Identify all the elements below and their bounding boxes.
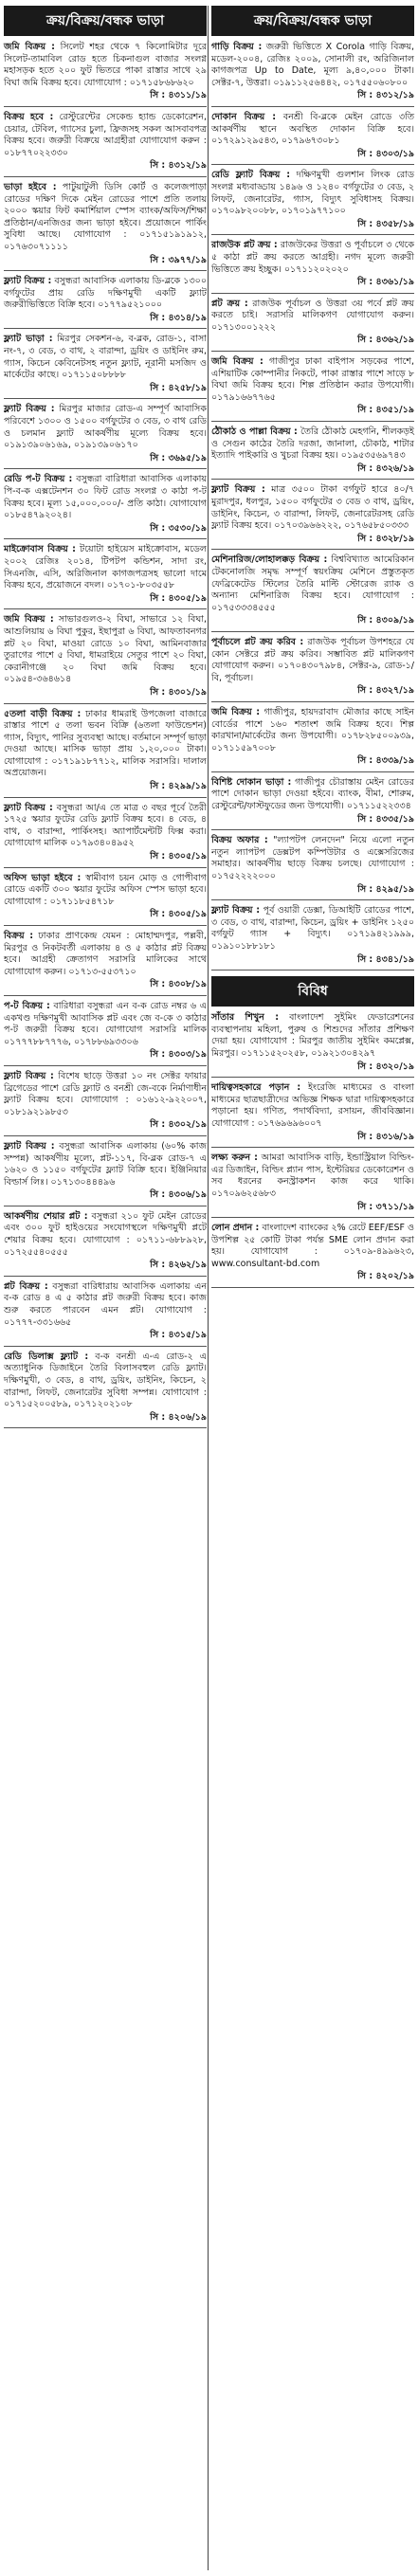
ad-separator — [4, 398, 207, 399]
ad-separator — [4, 328, 207, 329]
ad-body: ঢাকার ধামরাই উপজেলা বাজারে রাস্তার পাশে ৫ তলা ভবন বিক্রি (৬তলা ফাউন্ডেশন) গ্যাস, বিদ্যুৎ, পানির সুব্যবস্থা আছে। বর্তমানে সম্পূর্ণ ভাড়া দেওয়া আছে। মাসিক ভাড়া প্রায় ১,২০,০০০ টাকা। যোগাযোগ : ০১৭১৯১৮৭৭১২, মালিক সরাসরি। দালাল অপ্রয়োজন। — [4, 708, 207, 779]
left-ads-list — [4, 40, 207, 1428]
ad-code: সি : ৪৩১৬/১৯ — [357, 1131, 414, 1142]
ad-body: বিশেষ ছাড়ে উত্তরা ১০ নং সেক্টর ফায়ার ব্রিগেডের পাশে রেডি ফ্ল্যাট ও বনশ্রী জে-বকে নির্মাণাধীন ফ্ল্যাট বিক্রয় হবে। যোগাযোগ : ০১৬১২-৯২২০০৭, ০১৮১৯২১৯৮৫৩ — [4, 1070, 207, 1117]
ad-title: ফ্ল্যাট বিক্রয় : — [4, 1140, 55, 1152]
ad-text — [4, 1141, 207, 1188]
ad-code: সি : ৩৬৯৫/১৯ — [150, 452, 207, 463]
ad-text — [4, 1351, 207, 1411]
ad-code: সি : ৩৯৭৭/১৯ — [150, 254, 207, 265]
classified-ad — [211, 110, 414, 162]
ad-title: ভাড়া হইবে : — [4, 181, 57, 192]
ad-separator — [4, 176, 207, 177]
ad-text — [4, 803, 207, 850]
ad-code: সি : ৪৩৫১/১৯ — [357, 405, 414, 416]
ad-body: বসুন্ধরা ২১০ ফুট মেইন রোডের এবং ৩০০ ফুট হাইওয়ের সংযোগস্থলে দক্ষিণমুখী প্লটে শেয়ার বিক্রয় হবে। যোগাযোগ : ০১৭১১-৬৮৮৯২৮, ০১৭২৫৫৪০৫৫৫ — [4, 1210, 207, 1258]
ad-code: সি : ৪৩০৩/১৯ — [150, 1049, 207, 1061]
ad-code: সি : ৩৫৩০/১৯ — [150, 522, 207, 534]
ad-separator — [4, 1065, 207, 1066]
ad-code: সি : ৪৩২৬/১৯ — [357, 463, 414, 474]
ad-separator — [211, 164, 414, 165]
ad-body: মিরপুর সেকশন-৬, ব-ব্লক, রোড-১, বাসা নং-৭, ৩ বেড, ৩ বাথ, ২ বারান্দা, ড্রয়িং ও ডাইনিং রুম, গ্যাস, কিচেন কেবিনেটসহ নতুন ফ্ল্যাট, নূরানী মসজিদ ও মার্কেটের কাছে। ০১৭১১৫০৮৮৮৮ — [4, 334, 207, 381]
ad-title: বিক্রয় অফার : — [211, 835, 268, 846]
ad-separator — [4, 270, 207, 271]
ad-separator — [211, 1147, 414, 1148]
ad-body: গাজীপুর ঢাকা বাইপাস সড়কের পাশে, এশিয়াটিক কোম্পানীর নিকটে, পাকা রাস্তার পাশে সাড়ে ৮ বিঘা জমি বিক্রয় হবে। শিল্প প্রতিষ্ঠান করার উপযোগী। ০১৭৯১৬৬৭৭৬৫ — [211, 356, 414, 403]
ad-separator — [211, 1217, 414, 1218]
ad-body: রাজউকের উত্তরা ও পূর্বাচলে ৩ থেকে ৫ কাঠা প্লট ক্রয় করতে আগ্রহী। নগদ মূল্যে জরুরী ভিত্তিতে ক্রয় ইচ্ছুক। ০১৭১১২০২০২০ — [211, 240, 414, 275]
ad-text — [4, 182, 207, 254]
ad-title: বিক্রয় হবে : — [4, 111, 54, 122]
ad-code: সি : ৪৩০৫/১৯ — [150, 592, 207, 604]
classified-ad — [211, 1080, 414, 1145]
right-top-ads-list — [211, 40, 414, 971]
ad-code: সি : ৪৩০৮/১৯ — [150, 979, 207, 990]
ad-separator — [211, 631, 414, 632]
ad-code: সি : ৪৩৩৫/১৯ — [357, 813, 414, 825]
ad-text — [211, 905, 414, 952]
ad-separator — [4, 1346, 207, 1347]
classified-ad — [211, 1221, 414, 1285]
ad-text — [211, 299, 414, 335]
ad-body: টয়োটা হাইয়েস মাইক্রোবাস, মডেল ২০০২ রেজিঃ ২০১৪, টিপটপ কন্ডিশন, সাদা রং, সিএনজি, এসি, অরিজিনাল কাগজপত্রসহ ভালো দামে বিক্রয় হবে, প্রয়োজনে বদল। ০১৭০১-৮০৩৫৫৮ — [4, 544, 207, 591]
ad-code: সি : ৪২৯৯/১৯ — [150, 781, 207, 792]
ad-body: আমরা আবাসিক বাড়ি, ইন্ডাস্ট্রিয়াল বিল্ডিং-এর ডিজাইন, বিল্ডিং প্ল্যান পাস, ইন্টেরিয়র ডেকোরেশন ও সব ধরনের কনস্ট্রাকশন কাজ করে থাকি। ০১৭০৯৬২৫৬৮৩ — [211, 1152, 414, 1199]
ad-text — [4, 873, 207, 909]
ad-text — [4, 42, 207, 89]
ad-separator — [211, 106, 414, 107]
ad-separator — [4, 538, 207, 539]
ad-body: গাজীপুর চৌরাস্তায় মেইন রোডের পাশে দোকান ভাড়া দেওয়া হইবে। ব্যাংক, বীমা, শোরুম, রেস্টুরেন্ট/ফাস্টফুডের জন্য উপযোগী। ০১৭১১৫২২৩৩৪ — [211, 776, 414, 812]
ad-code: সি : ৩৭১১/১৯ — [357, 1201, 414, 1212]
ad-body: বনশ্রী বি-ব্লকে মেইন রোডে ৩তি আকর্ষণীয় স্থানে অবস্থিত দোকান বিক্রি হবে। ০১৭২৯১২৯৫৪৩, ০১৭৯৬৭৩০৮১ — [211, 111, 414, 147]
ad-body: সিলেট শহর থেকে ৭ কিলোমিটার দূরে সিলেট-তামাবিল রোড হতে চিকনাগুল বাজার সংলগ্ন মহাসড়ক হতে ২০০ ফুট ভিতরে পাকা রাস্তার সাথে ২৯ বিঘা জমি বিক্রয় হবে। যোগাযোগ : ০১৭১৫৮৬৮৬২০ — [4, 42, 207, 88]
ad-code: সি : ৪২৫৮/১৯ — [150, 382, 207, 393]
ad-text — [211, 707, 414, 754]
ad-title: প্লট বিক্রয় : — [4, 1280, 48, 1292]
ad-body: ব-ক বনশ্রী এ-এ রোড-২ এ অত্যাধুনিক ডিজাইনে তৈরি বিলাসবহুল রেডি ফ্ল্যাট। দক্ষিণমুখী, ৩ বেড, ৪ বাথ, ড্রয়িং, ডাইনিং, কিচেন, ২ বারান্দা, লিফট, জেনারেটর সুবিধা সম্পন্ন। যোগাযোগ : ০১৭১৫২০০৫৮৯, ০১৭১২০২১০৮ — [4, 1351, 207, 1410]
ad-body: স্বামীবাগ চয়ন মোড় ও গোপীবাগ রোডে একটি ৩০০ স্কয়ার ফুটের অফিস স্পেস ভাড়া হবে। যোগাযোগ : ০১৭১১৮৫৪৭১৮ — [4, 872, 207, 907]
classified-ad — [211, 775, 414, 827]
ad-title: লক্ষ্য করুন : — [211, 1152, 258, 1164]
ad-text — [211, 356, 414, 404]
ad-title: গাড়ি বিক্রয় : — [211, 42, 263, 52]
ad-title: লোন প্রদান : — [211, 1223, 260, 1234]
classified-ad — [4, 542, 207, 607]
ad-body: বসুন্ধরা বারিধারায় আবাসিক এলাকায় এন ব-ক রোড ৪ এ ৫ কাঠার প্লট জরুরী বিক্রয় হবে। কাজ শুরু করতে পারবেন এমন প্লট। যোগাযোগ : ০১৭৭৭-৩৩১৬৬৫ — [4, 1280, 207, 1328]
right-column — [211, 0, 414, 1291]
ad-separator — [211, 351, 414, 352]
ad-title: বিশিষ্ট দোকান ভাড়া : — [211, 776, 292, 788]
ad-title: আকর্ষণীয় শেয়ার প্লট : — [4, 1210, 88, 1222]
ad-code: সি : ৪৩১২/১৯ — [357, 90, 414, 101]
ad-text — [4, 709, 207, 781]
ad-body: ইংরেজি মাধ্যমের ও বাংলা মাধ্যমের ছাত্রছাত্রীদের অভিজ্ঞ শিক্ষক দ্বারা দায়িত্বসহকারে পড়ানো হয়। গণিত, পদার্থবিদ্যা, রসায়ন, জীববিজ্ঞান। যোগাযোগ : ০১৭৬৯৬৯৬০০৭ — [211, 1082, 414, 1129]
ad-title: জমি বিক্রয় : — [211, 356, 264, 368]
ad-code: সি : ৪৩০৩/১৯ — [357, 148, 414, 159]
ad-separator — [4, 1427, 207, 1428]
ad-code: সি : ৪৩২৮/১৯ — [357, 533, 414, 544]
ad-text — [211, 1082, 414, 1130]
ad-code: সি : ৪২৬২/১৯ — [150, 1260, 207, 1271]
ad-text — [211, 1012, 414, 1060]
ad-text — [211, 777, 414, 813]
ad-title: রেডি ডিলাক্স ফ্ল্যাট : — [4, 1351, 89, 1362]
classified-ad — [211, 705, 414, 770]
ad-separator — [211, 1287, 414, 1288]
ad-text — [4, 544, 207, 591]
ad-body: রাজউক পূর্বাচল ও উত্তরা ৩য় পর্বে প্লট ক্রয় করতে চাই। সরাসরি মালিকগণ যোগাযোগ করুন। ০১৭১৩০০১২২২ — [211, 298, 414, 333]
ad-text — [4, 112, 207, 159]
ad-title: ফ্ল্যাট বিক্রয় : — [211, 905, 261, 916]
ad-title: মাইক্রোবাস বিক্রয় : — [4, 544, 76, 555]
ad-separator — [211, 970, 414, 971]
ad-code: সি : ৪২০২/১৯ — [357, 1271, 414, 1282]
ad-title: ফ্ল্যাট ভাড়া : — [4, 334, 53, 345]
ad-separator — [211, 234, 414, 235]
ad-code: সি : ৪৩৬১/১৯ — [357, 277, 414, 288]
ad-title: প্লট ক্রয় : — [211, 298, 248, 309]
ad-body: বসুন্ধরা আবাসিক এলাকায় ডি-ব্লকে ১৩০০ বর্গফুটের প্রায় রেডি দক্ষিণমুখী একটি ফ্ল্যাট জরুরীভিত্তিতে বিক্রি হবে। ০১৭৭৯৫২১০০০ — [4, 276, 207, 311]
ad-body: মিরপুর মাজার রোড-এ সম্পূর্ণ আবাসিক পরিবেশে ১৩০০ ও ১৫০০ বর্গফুটের ৩ বেড, ৩ বাথ রেডি ও চলমান ফ্ল্যাট আকর্ষণীয় মূল্যে বিক্রয় হবে। ০১৯১৩৯০৬১৬৯, ০১৯১৩৯০৬১৭০ — [4, 404, 207, 451]
ad-text — [211, 484, 414, 532]
ad-separator — [4, 797, 207, 798]
ad-body: রেস্টুরেন্টের সেকেন্ড হ্যান্ড ডেকোরেশন, চেয়ার, টেবিল, গ্যাসের চুলা, ফ্রিজসহ সকল আসবাবপত্র বিক্রয় হবে। জরুরী বিক্রয়ে আগ্রহীরা যোগাযোগ করুন : ০১৮৭৭০২২৩৩০ — [4, 111, 207, 158]
classified-ad — [4, 1350, 207, 1426]
ad-text — [211, 637, 414, 684]
ad-code: সি : ৪৩৩৯/১৯ — [357, 755, 414, 767]
classified-ad — [4, 1069, 207, 1134]
section-header-right-bottom: বিবিধ — [211, 976, 414, 1007]
classified-ad — [211, 425, 414, 477]
ad-text — [4, 614, 207, 686]
ad-code: সি : ৪৩৪১/১৯ — [357, 953, 414, 965]
classified-ad — [4, 1279, 207, 1344]
ad-text — [4, 334, 207, 381]
ad-text — [211, 554, 414, 614]
ad-body: বারিধারা বসুন্ধরা এন ব-ক রোড নম্বর ৬ এ একখণ্ড দক্ষিণমুখী আবাসিক প্লট এবং জে ব-কে ৩ কাঠার প-ট জরুরী বিক্রয় হবে। যোগাযোগ সরাসরি মালিক ০১৭৭৭৮৮৭৭৭৬, ০১৭৮৮৬৯৩৩০৬ — [4, 1000, 207, 1047]
classified-ad — [4, 801, 207, 865]
classified-ad — [4, 274, 207, 326]
right-bottom-ads-list — [211, 1010, 414, 1288]
classified-ad — [4, 871, 207, 923]
ad-title: প-ট বিক্রয় : — [4, 1000, 50, 1011]
ad-title: পূর্বাচলে প্লট ক্রয় করিব : — [211, 636, 304, 647]
ad-separator — [4, 703, 207, 704]
left-column — [4, 0, 207, 1431]
ad-text — [4, 1211, 207, 1259]
classified-ad — [211, 297, 414, 349]
ad-body: ঢাকার প্রাণকেন্দ্র যেমন : মোহাম্মদপুর, পল্লবী, মিরপুর ও নিকটবর্তী এলাকায় ৪ ও ৫ কাঠার প্লট বিক্রয় হবে। আগ্রহী ক্রেতাগণ সরাসরি মালিকের সাথে যোগাযোগ করুন। ০১৭১৩-৫৫৩৭১০ — [4, 931, 207, 977]
ad-separator — [211, 899, 414, 900]
ad-title: ফ্ল্যাট বিক্রয় : — [4, 1070, 54, 1081]
classified-ad — [211, 168, 414, 232]
ad-body: রাজউক পূর্বাচল উপশহরে যে কোন সেক্টরে প্লট ক্রয় করিব। সম্ভাবিত প্লট মালিকগণ যোগাযোগ করুন। ০১৭০৪৩০৭৯৮৪, সেক্টর-৯, রোড-১/বি, পূর্বাচল। — [211, 636, 414, 683]
ad-text — [4, 404, 207, 451]
ad-separator — [211, 829, 414, 830]
ad-body: বাংলাদেশ ব্যাংকের ২% রেটে EEF/ESF ও উপশিল্প ২৫ কোটি টাকা পর্যন্ত SME লোন প্রদান করা হয়। যোগাযোগ : ০১৭০৯-৪৯৯৬২৩, www.consultant-bd.com — [211, 1223, 414, 1269]
ad-title: জমি বিক্রয় : — [4, 614, 54, 626]
ad-title: দোকান বিক্রয় : — [211, 111, 277, 122]
section-header-right-top: ক্রয়/বিক্রয়/বন্ধক ভাড়া — [211, 6, 414, 36]
ad-title: ফ্ল্যাট বিক্রয় : — [211, 484, 265, 496]
ad-code: সি : ৪৩৫৮/১৯ — [357, 218, 414, 229]
classified-ad — [4, 929, 207, 993]
ad-text — [211, 835, 414, 882]
ad-body: তৈরি ঠৌকাঠ মেহগনি, শীলকড়ই ও সেগুন কাঠের তৈরি দরজা, জানালা, চৌকাঠ, শাটার ইত্যাদি পাইকারি ও খুচরা বিক্রয় হয়। ০১৯৫৩৫৬৯৭৪৩ — [211, 426, 414, 462]
ad-body: জরুরী ভিত্তিতে X Corola গাড়ি বিক্রয়, মডেল-২০০৪, রেজিঃ ২০০৯, সোনালী রং, অরিজিনাল কাগজপত্র Up to Date, মূল্য ৯,৪০,০০০ টাকা। সেক্টর-৭, উত্তরা। ০১৯১১২৫৬৪৪২, ০১৭৫৫০৬০৮০০ — [211, 42, 414, 88]
classified-ad — [4, 110, 207, 174]
ad-code: সি : ৪৩০৫/১৯ — [150, 851, 207, 862]
classified-ad — [4, 1209, 207, 1274]
ad-title: ঠৌকাঠ ও পাল্লা বিক্রয় : — [211, 426, 298, 438]
ad-code: সি : ৪২০৬/১৯ — [150, 1411, 207, 1423]
ad-body: মাত্র ৩৫০০ টাকা বর্গফুট হারে ৪০/৭ মুরাদপুর, ধলপুর, ১৫০০ বর্গফুটের ৩ বেড ৩ বাথ, ড্রয়িং, ডাইনিং, কিচেন, ৩ বারান্দা, লিফট, জেনারেটরসহ রেডি ফ্ল্যাট বিক্রয় হবে। ০১৭০৩৯৬৬২২২, ০১৭৬৫৮৫০৩৩৩ — [211, 484, 414, 532]
classified-ad — [4, 472, 207, 536]
ad-separator — [4, 867, 207, 868]
ad-body: বসুন্ধরা আ/এ তে মাত্র ৩ বছর পূর্বে তৈরী ১৭২৫ স্কয়ার ফুটের রেডি ফ্ল্যাট বিক্রয় হবে। ৪ বেড, ৪ বাথ, ৩ বারান্দা, পার্কিংসহ। অ্যাপার্টমেন্টটি ফিক্স করা। যোগাযোগ মালিক ০১৭৯৩৪০৪৯৫২ — [4, 802, 207, 849]
classified-ad — [4, 332, 207, 396]
ad-body: গাজীপুর, হায়দরাবাদ মৌজার কাছে সাইন বোর্ডের পাশে ১৬০ শতাংশ জমি বিক্রয় হবে। শিল্প কারখানা/মার্কেটের জন্য উপযোগী। ০১৭৮২৮৫০০৯৩৯, ০১৭১১৫৯৭০০৮ — [211, 706, 414, 753]
ad-body: সাভারগুলও-২ বিঘা, সাভারে ১২ বিঘা, আশুলিয়ায় ৬ বিঘা পুকুর, ইছাপুরা ৬ বিঘা, আফতাবনগর প্লট ২০ বিঘা, মাওয়া রোডে ১০ বিঘা, আমিনবাজার তুরাগের পাশে ৫ বিঘা, ধামরাইয়ে সেতুর পাশে ২০ বিঘা, কেরানীগঞ্জে ২০ বিঘা জমি বিক্রয় হবে। ০১৯৫৪-৩৬৪৬১৪ — [4, 614, 207, 685]
ad-text — [4, 1281, 207, 1329]
ad-separator — [211, 771, 414, 772]
ad-body: বসুন্ধরা আবাসিক এলাকায় (৬০% কাজ সম্পন্ন) আকর্ষণীয় মূল্যে, প্লট-১১৭, বি-ব্লক রোড-৭ এ ১৬২০ ও ১১৫০ বর্গফুটের ফ্ল্যাট বিক্রি হবে। ইঞ্জিনিয়ার বিল্ডার্স লিঃ। ০১৭১৩০৪৪৪৯৬ — [4, 1140, 207, 1188]
ad-separator — [4, 1276, 207, 1277]
ad-separator — [4, 995, 207, 996]
ad-code: সি : ৪৩১২/১৯ — [150, 160, 207, 172]
ad-text — [211, 42, 414, 89]
ad-title: ফ্ল্যাট বিক্রয় : — [4, 276, 52, 287]
classified-ad — [4, 707, 207, 795]
classified-ad — [4, 999, 207, 1063]
ad-code: সি : ৪৩১৪/১৯ — [150, 312, 207, 323]
classified-ad — [211, 1151, 414, 1215]
classified-ad — [4, 402, 207, 466]
ad-code: সি : ৪৩০২/১৯ — [150, 1119, 207, 1131]
section-header-left: ক্রয়/বিক্রয়/বন্ধক ভাড়া — [4, 6, 207, 36]
ad-text — [211, 1152, 414, 1200]
ad-code: সি : ৪২৯৫/১৯ — [357, 883, 414, 895]
classified-ad — [4, 612, 207, 700]
ad-body: বাংলাদেশ সুইমিং ফেডারেশনের ব্যবস্থাপনায় মহিলা, পুরুষ ও শিশুদের সাঁতার প্রশিক্ষণ দেয়া হয়। যোগাযোগ : মিরপুর জাতীয় সুইমিং কমপ্লেক্স, মিরপুর। ০১৭১১৫২০২৫৮, ০১৯২১৩০৪২৯৭ — [211, 1012, 414, 1059]
ad-body: পূর্ব ওয়ারী ডেক্সা, ডিআইটি রোডের পাশে, ৩ বেড, ৩ বাথ, বারান্দা, কিচেন, ড্রয়িং + ডাইনিং ১২৫০ বর্গফুট গ্যাস + বিদ্যুৎ। ০১৭১৯৪২১৯৯৯, ০১৯১০১৮৮১৮১ — [211, 905, 414, 952]
ad-separator — [4, 608, 207, 609]
classified-ad — [4, 1139, 207, 1204]
classified-ad — [211, 1010, 414, 1075]
classified-ad — [211, 553, 414, 629]
ad-text — [4, 931, 207, 978]
classified-ad — [211, 903, 414, 968]
ad-separator — [211, 1077, 414, 1078]
ad-code: সি : ৪৩০১/১৯ — [150, 686, 207, 698]
ad-separator — [4, 925, 207, 926]
ad-code: সি : ৪৩১৫/১৯ — [150, 1330, 207, 1341]
ad-text — [211, 112, 414, 148]
classified-ad — [211, 482, 414, 547]
ad-separator — [211, 479, 414, 480]
ad-text — [4, 1071, 207, 1118]
ad-title: রেডি প-ট বিক্রয় : — [4, 474, 73, 485]
ad-body: বসুন্ধরা বারিধারা আবাসিক এলাকায় পি-ব-ক এক্সটেনশন ৩০ ফিট রোড সংলগ্ন ৩ কাঠা প-ট বিক্রয় হবে। মূল্য ১৫,০০০,০০০/- প্রতি কাঠা। যোগাযোগ ০১৮৫৪৭৯২০২৪। — [4, 474, 207, 521]
ad-title: ফ্ল্যাট বিক্রয় : — [4, 802, 53, 813]
ad-separator — [211, 293, 414, 294]
ad-title: সাঁতার শিখুন : — [211, 1012, 280, 1024]
ad-title: বিক্রয় : — [4, 931, 34, 941]
ad-code: সি : ৪৩১১/১৯ — [150, 90, 207, 101]
ad-text — [211, 240, 414, 276]
classified-ad — [211, 238, 414, 290]
classified-ad — [211, 635, 414, 699]
ad-code: সি : ৪৩৬২/১৯ — [357, 335, 414, 346]
ad-title: মেশিনারিজ/লোহালক্কড় বিক্রয় : — [211, 554, 328, 566]
ad-separator — [4, 1135, 207, 1136]
ad-title: ফ্ল্যাট বিক্রয় : — [4, 404, 55, 415]
classified-ad — [211, 354, 414, 419]
ad-text — [211, 1223, 414, 1270]
ad-text — [4, 276, 207, 312]
ad-separator — [211, 549, 414, 550]
ad-text — [211, 426, 414, 463]
ad-title: রেডি ফ্ল্যাট বিক্রয় : — [211, 170, 291, 181]
ad-title: দায়িত্বসহকারে পড়ান : — [211, 1082, 301, 1094]
classified-ad — [211, 833, 414, 898]
ad-title: জমি বিক্রয় : — [211, 706, 261, 717]
ad-body: "ল্যাপটপ লেনদেন" নিয়ে এলো নতুন নতুন ল্যাপটপ ডেক্সটপ কম্পিউটার ও এক্সেসরিজের সমাহার। আকর্ষণীয় ছাড়ে বিক্রয় চলছে। যোগাযোগ : ০১৭৫২২২২০০০ — [211, 835, 414, 882]
ad-title: রাজউক প্লট ক্রয় : — [211, 240, 278, 251]
ad-code: সি : ৪৩২০/১৯ — [357, 1061, 414, 1072]
ad-text — [211, 170, 414, 217]
ad-body: বিশ্ববিখ্যাত আমেরিকান টেকনোলজি সমৃদ্ধ সম্পূর্ণ স্বয়ংক্রিয় মেশিনে প্রস্তুতকৃত ফেব্রিকেটেড স্টিলের তৈরি মাল্টি স্টোরেজ র‍্যাক ও অন্যান্য মেশিনারিজ বিক্রয় হবে। যোগাযোগ : ০১৭৫৩৩৩৪৫৫৫ — [211, 554, 414, 613]
ad-title: ৫তলা বাড়ী বিক্রয় : — [4, 708, 82, 719]
ad-body: পাটুয়াটুলী ডিসি কোর্ট ও কলেজপাড়া রোডের দক্ষিণ দিকে মেইন রোডের পাশে প্রতি তলায় ২০০০ স্কয়ার ফিট কমার্শিয়াল স্পেস ব্যাংক/অফিস/শিক্ষা প্রতিষ্ঠান/এনজিওর জন্য ভাড়া হইবে। প্রয়োজনে পার্কিং সুবিধা আছে। যোগাযোগ : ০১৭১৫১৯১৯১২, ০১৭৬৩০৭১১১১ — [4, 181, 207, 252]
ad-separator — [211, 701, 414, 702]
column-divider — [208, 6, 209, 2570]
ad-separator — [211, 421, 414, 422]
ad-separator — [4, 106, 207, 107]
ad-title: জমি বিক্রয় : — [4, 42, 55, 52]
classified-ad — [211, 40, 414, 104]
classified-ad — [4, 180, 207, 268]
ad-separator — [4, 468, 207, 469]
ad-code: সি : ৪৩২৭/১৯ — [357, 685, 414, 697]
ad-text — [4, 1001, 207, 1048]
ad-title: অফিস ভাড়া হইবে : — [4, 872, 82, 883]
classified-ad — [4, 40, 207, 104]
ad-body: দক্ষিণমুখী গুলশান লিংক রোড সংলগ্ন মধ্যবাড্ডায় ১৪৯৬ ও ১২৪০ বর্গফুটের ৩ বেড, ২ লিফট, জেনারেটর, গ্যাস, বিদ্যুৎ সুবিধাসহ বিক্রয়। ০১৭০৯৮২০০৮৮, ০১৭০১৯৭৭১০০ — [211, 170, 414, 217]
ad-code: সি : ৪৩০৬/১৯ — [150, 1189, 207, 1201]
ad-code: সি : ৪৩০৯/১৯ — [357, 615, 414, 626]
ad-text — [4, 474, 207, 521]
ad-code: সি : ৪৩০৫/১৯ — [150, 909, 207, 920]
